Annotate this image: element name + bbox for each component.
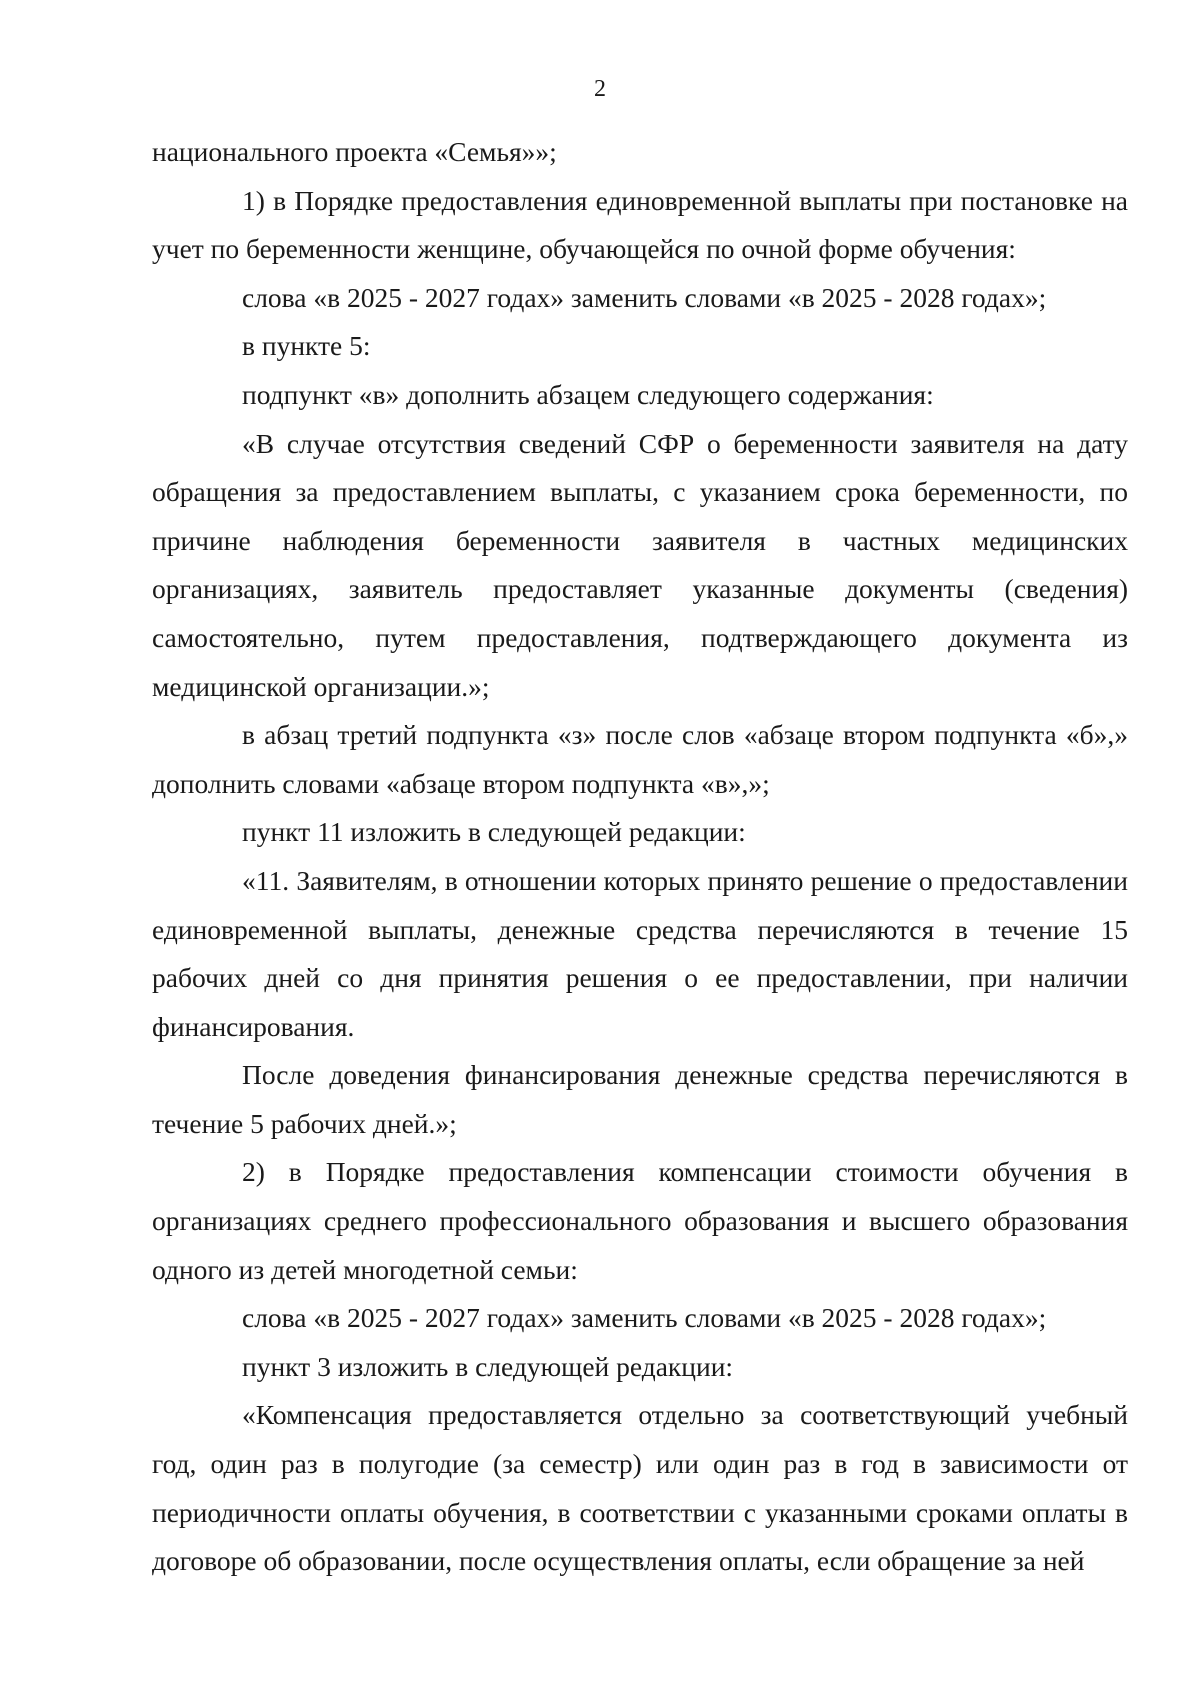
paragraph: пункт 11 изложить в следующей редакции: [242, 816, 746, 848]
paragraph: После доведения финансирования денежные средства перечисляются в течение 5 рабочих дней.»; [152, 1059, 1128, 1139]
paragraph: в пункте 5: [242, 330, 371, 362]
paragraph: «Компенсация предоставляется отдельно за соответствующий учебный год, один раз в полугодие (за семестр) или один раз в год в зависимости от периодичности оплаты обучения, в соответствии с указанными сроками оплаты в договоре об образовании, после осуществления оплаты, если обращение за ней [152, 1399, 1128, 1577]
paragraph: национального проекта «Семья»»; [152, 136, 557, 167]
paragraph: «В случае отсутствия сведений СФР о беременности заявителя на дату обращения за предоставлением выплаты, с указанием срока беременности, по причине наблюдения беременности заявителя в частных медицинских организациях, заявитель предоставляет указанные документы (сведения) самостоятельно, путем предоставления, подтверждающего документа из медицинской организации.»; [152, 427, 1128, 702]
paragraph: 2) в Порядке предоставления компенсации стоимости обучения в организациях среднего профессионального образования и высшего образования одного из детей многодетной семьи: [152, 1156, 1128, 1285]
paragraph: слова «в 2025 - 2027 годах» заменить словами «в 2025 - 2028 годах»; [242, 281, 1047, 313]
page-number: 2 [594, 76, 606, 102]
paragraph: «11. Заявителям, в отношении которых принято решение о предоставлении единовременной выплаты, денежные средства перечисляются в течение 15 рабочих дней со дня принятия решения о ее предоставлении, при наличии финансирования. [152, 864, 1128, 1042]
paragraph: 1) в Порядке предоставления единовременной выплаты при постановке на учет по беременности женщине, обучающейся по очной форме обучения: [152, 184, 1128, 265]
document-body [152, 128, 1128, 1586]
paragraph: пункт 3 изложить в следующей редакции: [242, 1350, 734, 1382]
paragraph: слова «в 2025 - 2027 годах» заменить словами «в 2025 - 2028 годах»; [242, 1302, 1047, 1334]
paragraph: подпункт «в» дополнить абзацем следующего содержания: [242, 378, 934, 410]
paragraph: в абзац третий подпункта «з» после слов «абзаце втором подпункта «б»,» дополнить словами «абзаце втором подпункта «в»,»; [152, 719, 1128, 799]
